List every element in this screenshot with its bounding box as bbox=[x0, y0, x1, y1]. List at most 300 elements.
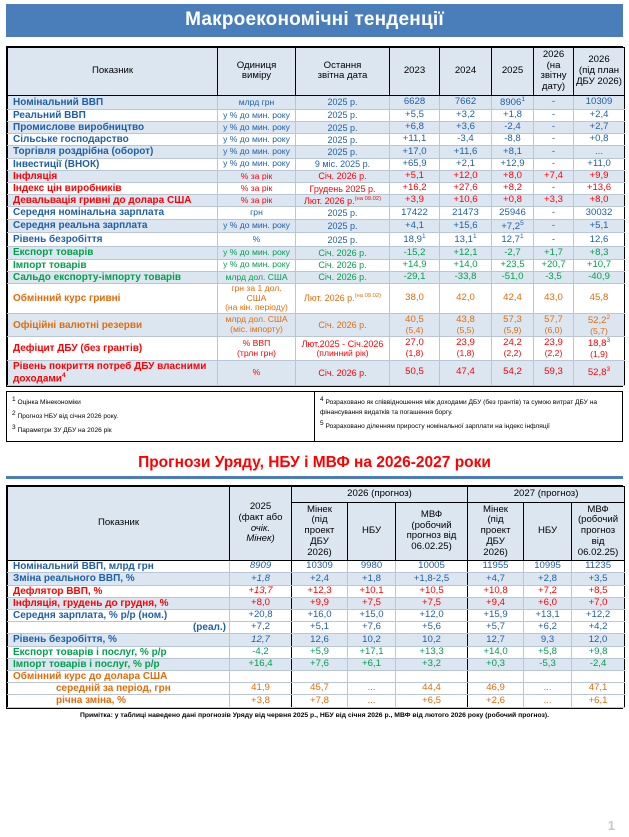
data-cell: +1,7 bbox=[534, 247, 574, 259]
data-cell: 38,0 bbox=[390, 283, 440, 313]
data-cell: -8,8 bbox=[492, 134, 534, 146]
data-cell: +5,8 bbox=[524, 646, 572, 658]
data-cell bbox=[230, 670, 292, 682]
data-cell: 24,2 (2,2) bbox=[492, 337, 534, 361]
data-cell: -3,4 bbox=[440, 134, 492, 146]
table-row bbox=[8, 233, 625, 247]
data-cell: 59,3 bbox=[534, 360, 574, 385]
row-label: Середня реальна зарплата bbox=[8, 219, 218, 233]
unit-line: у % до мин. року bbox=[223, 220, 290, 231]
data-cell: +9,9 bbox=[574, 170, 625, 182]
data-cell: 40,5 (5,4) bbox=[390, 313, 440, 337]
th-2025: 2025 bbox=[492, 48, 534, 96]
data-cell: +2,4 bbox=[574, 109, 625, 121]
data-cell: +7,6 bbox=[292, 658, 348, 670]
data-cell: 47,4 bbox=[440, 360, 492, 385]
th-indicator: Показник bbox=[8, 48, 218, 96]
data-cell: $+7,2^5$ bbox=[492, 219, 534, 233]
data-cell: +6,1 bbox=[572, 695, 625, 707]
row-date: Лют. 2026 р.$^{(на 09.02)}$ bbox=[296, 283, 390, 313]
data-cell: 57,7 (6,0) bbox=[534, 313, 574, 337]
data-cell: +3,8 bbox=[230, 695, 292, 707]
th2-minek-2026: Мінек (під проект ДБУ 2026) bbox=[292, 502, 348, 561]
table-row bbox=[8, 573, 625, 585]
row-label: Індекс цін виробників bbox=[8, 182, 218, 194]
unit-line: % за рік bbox=[240, 194, 273, 205]
data-cell: 9980 bbox=[348, 561, 396, 573]
data-cell: +15,9 bbox=[468, 610, 524, 622]
th-2023: 2023 bbox=[390, 48, 440, 96]
data-cell: +8,3 bbox=[574, 247, 625, 259]
page-title-forecasts: Прогнози Уряду, НБУ і МВФ на 2026-2027 роки bbox=[6, 448, 623, 479]
data-cell: +17,0 bbox=[390, 146, 440, 158]
data-cell: -15,2 bbox=[390, 247, 440, 259]
data-cell: ... bbox=[348, 683, 396, 695]
unit-line: % за рік bbox=[240, 182, 273, 193]
data-cell: 50,5 bbox=[390, 360, 440, 385]
row-unit bbox=[218, 195, 296, 207]
data-cell: -40,9 bbox=[574, 271, 625, 283]
table-row bbox=[8, 271, 625, 283]
row-label: Дефіцит ДБУ (без грантів) bbox=[8, 337, 218, 361]
row-unit bbox=[218, 109, 296, 121]
table-row bbox=[8, 283, 625, 313]
data-cell: +15,6 bbox=[440, 219, 492, 233]
th2-2025-actual: 2025 (факт або очік. Мінек) bbox=[230, 486, 292, 560]
data-cell: +7,8 bbox=[292, 695, 348, 707]
data-cell: +1,8 bbox=[230, 573, 292, 585]
data-cell: - bbox=[534, 109, 574, 121]
th2-minek-2027: Мінек (під проект ДБУ 2026) bbox=[468, 502, 524, 561]
table2-body bbox=[8, 561, 625, 707]
row-label: Обмінний курс гривні bbox=[8, 283, 218, 313]
table-row bbox=[8, 658, 625, 670]
unit-line: у % до мин. року bbox=[223, 259, 290, 270]
row-date: Січ. 2026 р. bbox=[296, 247, 390, 259]
row-date: Лют.2025 - Січ.2026 (плинний рік) bbox=[296, 337, 390, 361]
unit-line: у % до мин. року bbox=[223, 146, 290, 157]
data-cell: 52,8$^3$ bbox=[574, 360, 625, 385]
data-cell: +12,9 bbox=[492, 158, 534, 170]
data-cell: +7,0 bbox=[572, 597, 625, 609]
row-unit bbox=[218, 283, 296, 313]
row-label: Імпорт товарів bbox=[8, 259, 218, 271]
data-cell: +15,0 bbox=[348, 610, 396, 622]
row-label: Девальвація гривні до долара США bbox=[8, 195, 218, 207]
data-cell: 10309 bbox=[574, 95, 625, 109]
data-cell: 8906$^1$ bbox=[492, 95, 534, 109]
row-label: Номінальний ВВП, млрд грн bbox=[8, 561, 230, 573]
footnotes-left-column bbox=[7, 392, 315, 441]
data-cell: +13,1 bbox=[524, 610, 572, 622]
data-cell: +12,0 bbox=[440, 170, 492, 182]
data-cell: +65,9 bbox=[390, 158, 440, 170]
table-row bbox=[8, 622, 625, 634]
table-row bbox=[8, 195, 625, 207]
th2-group-2027: 2027 (прогноз) bbox=[468, 486, 625, 502]
table-row bbox=[8, 207, 625, 219]
data-cell: +17,1 bbox=[348, 646, 396, 658]
data-cell: 44,4 bbox=[396, 683, 468, 695]
unit-line-2: (міс. імпорту) bbox=[230, 324, 283, 335]
row-label: середній за період, грн bbox=[8, 683, 230, 695]
data-cell: - bbox=[534, 219, 574, 233]
data-cell: - bbox=[534, 134, 574, 146]
row-unit bbox=[218, 95, 296, 109]
th2-nbu-2027: НБУ bbox=[524, 502, 572, 561]
data-cell: +3,5 bbox=[572, 573, 625, 585]
data-cell bbox=[396, 670, 468, 682]
data-cell: +1,8 bbox=[348, 573, 396, 585]
data-cell: +11,1 bbox=[390, 134, 440, 146]
th2-indicator: Показник bbox=[8, 486, 230, 560]
data-cell: +13,7 bbox=[230, 585, 292, 597]
data-cell: +8,0 bbox=[230, 597, 292, 609]
data-cell bbox=[348, 670, 396, 682]
unit-line: % bbox=[252, 366, 261, 377]
table-row bbox=[8, 585, 625, 597]
row-unit bbox=[218, 207, 296, 219]
row-date: 2025 р. bbox=[296, 146, 390, 158]
data-cell: 42,4 bbox=[492, 283, 534, 313]
data-cell: +7,5 bbox=[396, 597, 468, 609]
data-cell: +3,9 bbox=[390, 195, 440, 207]
table-row bbox=[8, 146, 625, 158]
data-cell: - bbox=[534, 207, 574, 219]
data-cell: +8,1 bbox=[492, 146, 534, 158]
data-cell: 43,0 bbox=[534, 283, 574, 313]
unit-line: грн bbox=[250, 207, 263, 218]
data-cell: +5,5 bbox=[390, 109, 440, 121]
row-unit bbox=[218, 158, 296, 170]
data-cell: +2,1 bbox=[440, 158, 492, 170]
row-unit bbox=[218, 182, 296, 194]
data-cell: - bbox=[534, 182, 574, 194]
data-cell: 45,7 bbox=[292, 683, 348, 695]
macro-trends-table-wrapper bbox=[6, 46, 623, 387]
table1-body bbox=[8, 95, 625, 385]
unit-line: млрд грн bbox=[238, 96, 275, 107]
table-row bbox=[8, 360, 625, 385]
data-cell: 18,9$^1$ bbox=[390, 233, 440, 247]
row-unit bbox=[218, 259, 296, 271]
data-cell: ... bbox=[524, 695, 572, 707]
unit-line: % за рік bbox=[240, 170, 273, 181]
data-cell: 8909 bbox=[230, 561, 292, 573]
data-cell: +2,4 bbox=[292, 573, 348, 585]
data-cell: 30032 bbox=[574, 207, 625, 219]
data-cell bbox=[292, 670, 348, 682]
data-cell: +2,6 bbox=[468, 695, 524, 707]
data-cell: +7,5 bbox=[348, 597, 396, 609]
th-2024: 2024 bbox=[440, 48, 492, 96]
data-cell: 47,1 bbox=[572, 683, 625, 695]
row-date: 2025 р. bbox=[296, 233, 390, 247]
row-label: річна зміна, % bbox=[8, 695, 230, 707]
unit-line: % ВВП bbox=[242, 338, 271, 349]
data-cell: +16,0 bbox=[292, 610, 348, 622]
data-cell: 6628 bbox=[390, 95, 440, 109]
row-unit bbox=[218, 122, 296, 134]
data-cell: +16,4 bbox=[230, 658, 292, 670]
table-row bbox=[8, 158, 625, 170]
unit-line: млрд дол. США bbox=[225, 314, 288, 325]
data-cell: 42,0 bbox=[440, 283, 492, 313]
data-cell: +9,9 bbox=[292, 597, 348, 609]
th-2026-report-date: 2026 (на звітну дату) bbox=[534, 48, 574, 96]
unit-line: млрд дол. США bbox=[225, 271, 288, 282]
row-label: Експорт товарів і послуг, % р/р bbox=[8, 646, 230, 658]
table-row bbox=[8, 337, 625, 361]
table-row bbox=[8, 122, 625, 134]
data-cell: 13,1$^1$ bbox=[440, 233, 492, 247]
data-cell: +0,8 bbox=[574, 134, 625, 146]
data-cell: +13,6 bbox=[574, 182, 625, 194]
table-row bbox=[8, 109, 625, 121]
row-label: Офіційні валютні резерви bbox=[8, 313, 218, 337]
data-cell: +11,6 bbox=[440, 146, 492, 158]
row-label: Торгівля роздрібна (оборот) bbox=[8, 146, 218, 158]
data-cell: 12,6 bbox=[574, 233, 625, 247]
table-row bbox=[8, 646, 625, 658]
row-date: 2025 р. bbox=[296, 219, 390, 233]
row-date: 9 міс. 2025 р. bbox=[296, 158, 390, 170]
table-row bbox=[8, 95, 625, 109]
data-cell: 12,6 bbox=[292, 634, 348, 646]
row-label: Промислове виробництво bbox=[8, 122, 218, 134]
data-cell: ... bbox=[524, 683, 572, 695]
data-cell: 52,2$^2$ (5,7) bbox=[574, 313, 625, 337]
data-cell: +5,1 bbox=[574, 219, 625, 233]
data-cell: - bbox=[534, 146, 574, 158]
data-cell: -2,4 bbox=[492, 122, 534, 134]
row-date: 2025 р. bbox=[296, 207, 390, 219]
row-unit bbox=[218, 146, 296, 158]
row-unit bbox=[218, 360, 296, 385]
data-cell: +3,2 bbox=[396, 658, 468, 670]
row-label: Інфляція bbox=[8, 170, 218, 182]
data-cell: +3,3 bbox=[534, 195, 574, 207]
row-label: Дефлятор ВВП, % bbox=[8, 585, 230, 597]
row-date: Лют. 2026 р.$^{(на 09.02)}$ bbox=[296, 195, 390, 207]
data-cell: +5,1 bbox=[390, 170, 440, 182]
row-date: 2025 р. bbox=[296, 122, 390, 134]
table2-header-group-row bbox=[8, 486, 625, 502]
data-cell: +27,6 bbox=[440, 182, 492, 194]
data-cell: +10,5 bbox=[396, 585, 468, 597]
unit-line: у % до мин. року bbox=[223, 134, 290, 145]
unit-line: % bbox=[252, 234, 261, 245]
unit-line: грн за 1 дол. США bbox=[231, 282, 282, 303]
row-label: Середня зарплата, % р/р (ном.) bbox=[8, 610, 230, 622]
data-cell: 10,2 bbox=[348, 634, 396, 646]
data-cell: -3,5 bbox=[534, 271, 574, 283]
th2-imf-2027: МВФ (робочий прогноз від 06.02.25) bbox=[572, 502, 625, 561]
data-cell: +5,7 bbox=[468, 622, 524, 634]
forecasts-table bbox=[7, 486, 625, 708]
data-cell: +4,7 bbox=[468, 573, 524, 585]
unit-line: у % до мин. року bbox=[223, 158, 290, 169]
data-cell: +0,8 bbox=[492, 195, 534, 207]
table1-head bbox=[8, 48, 625, 96]
table-row bbox=[8, 597, 625, 609]
footnote-item: 1 Оцінка Мінекономіки bbox=[12, 395, 81, 406]
row-unit bbox=[218, 134, 296, 146]
data-cell: +6,8 bbox=[390, 122, 440, 134]
data-cell: 10005 bbox=[396, 561, 468, 573]
data-cell: 46,9 bbox=[468, 683, 524, 695]
row-date: Грудень 2025 р. bbox=[296, 182, 390, 194]
data-cell: +7,4 bbox=[534, 170, 574, 182]
row-label: Експорт товарів bbox=[8, 247, 218, 259]
data-cell: 45,8 bbox=[574, 283, 625, 313]
data-cell: +11,0 bbox=[574, 158, 625, 170]
data-cell: 10309 bbox=[292, 561, 348, 573]
data-cell: +8,0 bbox=[492, 170, 534, 182]
row-unit bbox=[218, 233, 296, 247]
data-cell: 9,3 bbox=[524, 634, 572, 646]
row-label: (реал.) bbox=[8, 622, 230, 634]
row-label: Обмінний курс до долара США bbox=[8, 670, 230, 682]
th2-imf-2026: МВФ (робочий прогноз від 06.02.25) bbox=[396, 502, 468, 561]
data-cell: -29,1 bbox=[390, 271, 440, 283]
data-cell: 54,2 bbox=[492, 360, 534, 385]
row-date: Січ. 2026 р. bbox=[296, 313, 390, 337]
row-unit bbox=[218, 337, 296, 361]
th-last-report-date: Остання звітна дата bbox=[296, 48, 390, 96]
data-cell: 12,7 bbox=[468, 634, 524, 646]
row-date: Січ. 2026 р. bbox=[296, 360, 390, 385]
data-cell: +0,3 bbox=[468, 658, 524, 670]
table-row bbox=[8, 683, 625, 695]
data-cell: +7,6 bbox=[348, 622, 396, 634]
data-cell: +3,6 bbox=[440, 122, 492, 134]
data-cell: ... bbox=[348, 695, 396, 707]
footnote-item: 4 Розраховано як співвідношення між доходами ДБУ (без грантів) та сумою витрат ДБУ на фінансування видатків та погашення боргу. bbox=[320, 395, 598, 417]
th-2026-budget-plan: 2026 (під план ДБУ 2026) bbox=[574, 48, 625, 96]
data-cell: 11955 bbox=[468, 561, 524, 573]
table-row bbox=[8, 247, 625, 259]
row-label: Рівень покриття потреб ДБУ власними доходами$^4$ bbox=[8, 360, 218, 385]
row-label: Інфляція, грудень до грудня, % bbox=[8, 597, 230, 609]
row-date: Січ. 2026 р. bbox=[296, 170, 390, 182]
data-cell: +7,2 bbox=[230, 622, 292, 634]
th-unit: Одиниця виміру bbox=[218, 48, 296, 96]
data-cell: +2,7 bbox=[574, 122, 625, 134]
data-cell: 18,8$^3$ (1,9) bbox=[574, 337, 625, 361]
th2-group-2026: 2026 (прогноз) bbox=[292, 486, 468, 502]
data-cell: +4,1 bbox=[390, 219, 440, 233]
unit-line: у % до мин. року bbox=[223, 247, 290, 258]
data-cell: 57,3 (5,9) bbox=[492, 313, 534, 337]
data-cell: +10,8 bbox=[468, 585, 524, 597]
data-cell: -51,0 bbox=[492, 271, 534, 283]
table-row bbox=[8, 182, 625, 194]
table-row bbox=[8, 670, 625, 682]
data-cell: +12,0 bbox=[396, 610, 468, 622]
row-label: Середня номінальна зарплата bbox=[8, 207, 218, 219]
data-cell: +5,6 bbox=[396, 622, 468, 634]
data-cell: +8,0 bbox=[574, 195, 625, 207]
page-title-macro-trends: Макроекономічні тенденції bbox=[6, 4, 623, 40]
forecasts-table-wrapper bbox=[6, 485, 623, 709]
page-number: 1 bbox=[607, 818, 615, 833]
data-cell: +3,2 bbox=[440, 109, 492, 121]
data-cell: - bbox=[534, 158, 574, 170]
data-cell: +10,6 bbox=[440, 195, 492, 207]
table-row bbox=[8, 219, 625, 233]
data-cell: +12,2 bbox=[572, 610, 625, 622]
table-row bbox=[8, 170, 625, 182]
row-label: Імпорт товарів і послуг, % р/р bbox=[8, 658, 230, 670]
table-row bbox=[8, 134, 625, 146]
data-cell: +14,0 bbox=[468, 646, 524, 658]
row-label: Сільське господарство bbox=[8, 134, 218, 146]
data-cell: 23,9 (2,2) bbox=[534, 337, 574, 361]
table-row bbox=[8, 313, 625, 337]
unit-line: у % до мин. року bbox=[223, 109, 290, 120]
row-unit bbox=[218, 219, 296, 233]
row-label: Сальдо експорту-імпорту товарів bbox=[8, 271, 218, 283]
table-row bbox=[8, 610, 625, 622]
data-cell: 10,2 bbox=[396, 634, 468, 646]
data-cell: +5,9 bbox=[292, 646, 348, 658]
data-cell: +12,3 bbox=[292, 585, 348, 597]
footnote-item: 3 Параметри ЗУ ДБУ на 2026 рік bbox=[12, 424, 112, 435]
row-unit bbox=[218, 170, 296, 182]
data-cell: +4,2 bbox=[572, 622, 625, 634]
data-cell: +12,1 bbox=[440, 247, 492, 259]
data-cell: - bbox=[534, 233, 574, 247]
row-unit bbox=[218, 271, 296, 283]
footnote-item: 2 Прогноз НБУ від січня 2026 року. bbox=[12, 410, 119, 421]
footnote-item: 5 Розраховано діленням приросту номінальної зарплати на індекс інфляції bbox=[320, 420, 550, 431]
footnotes-right-column bbox=[315, 392, 622, 441]
row-unit bbox=[218, 313, 296, 337]
table-row bbox=[8, 695, 625, 707]
data-cell: - bbox=[534, 95, 574, 109]
data-cell: 12,0 bbox=[572, 634, 625, 646]
data-cell: +14,9 bbox=[390, 259, 440, 271]
data-cell: +6,5 bbox=[396, 695, 468, 707]
data-cell: +9,8 bbox=[572, 646, 625, 658]
data-cell: 7662 bbox=[440, 95, 492, 109]
data-cell: -4,2 bbox=[230, 646, 292, 658]
row-date: 2025 р. bbox=[296, 109, 390, 121]
row-date: 2025 р. bbox=[296, 95, 390, 109]
data-cell: +23,5 bbox=[492, 259, 534, 271]
data-cell: +1,8-2,5 bbox=[396, 573, 468, 585]
bottom-note: Примітка: у таблиці наведено дані прогнозів Уряду від червня 2025 р., НБУ від січня 2026 р., МВФ від лютого 2026 року (робочий прогноз). bbox=[79, 711, 550, 719]
data-cell: 10995 bbox=[524, 561, 572, 573]
row-label: Рівень безробіття bbox=[8, 233, 218, 247]
data-cell: 21473 bbox=[440, 207, 492, 219]
data-cell bbox=[524, 670, 572, 682]
row-unit bbox=[218, 247, 296, 259]
data-cell: +16,2 bbox=[390, 182, 440, 194]
row-label: Рівень безробіття, % bbox=[8, 634, 230, 646]
unit-line: у % до мин. року bbox=[223, 121, 290, 132]
table1-header-row bbox=[8, 48, 625, 96]
row-label: Реальний ВВП bbox=[8, 109, 218, 121]
data-cell: - bbox=[534, 122, 574, 134]
data-cell: +13,3 bbox=[396, 646, 468, 658]
data-cell: 12,7$^1$ bbox=[492, 233, 534, 247]
data-cell: 12,7 bbox=[230, 634, 292, 646]
data-cell: +2,8 bbox=[524, 573, 572, 585]
data-cell: -2,7 bbox=[492, 247, 534, 259]
data-cell: -33,8 bbox=[440, 271, 492, 283]
